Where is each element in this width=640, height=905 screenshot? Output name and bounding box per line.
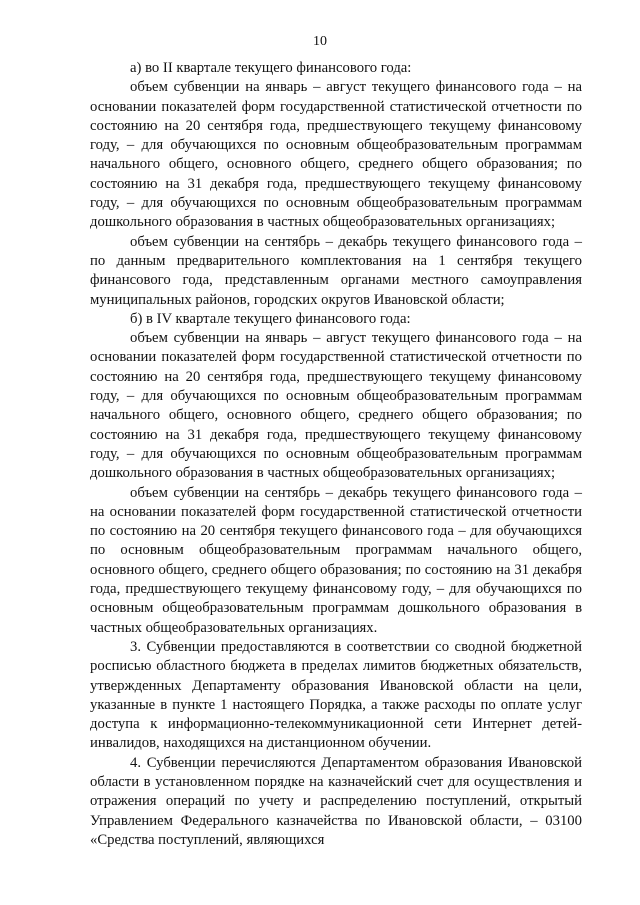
- paragraph-q4-sep-dec-volume: объем субвенции на сентябрь – декабрь текущего финансового года – на основании показателей форм государственной статистической отчетности по состоянию на 20 сентября текущего финансового года – для обучающихся по основным общеобразовательным программам начального общего, основного общего, среднего общего образования; по состоянию на 31 декабря года, предшествующего текущему финансовому году, – для обучающихся по основным общеобразовательным программам дошкольного образования в частных общеобразовательных организациях.: [90, 484, 582, 636]
- paragraph-quarter-2-heading: а) во II квартале текущего финансового года:: [130, 60, 412, 76]
- paragraph-quarter-4-heading: б) в IV квартале текущего финансового года:: [130, 310, 411, 327]
- paragraph-q2-sep-dec-volume: объем субвенции на сентябрь – декабрь текущего финансового года – по данным предварительного комплектования на 1 сентября текущего финансового года, представленным органами местного самоуправления муниципальных районов, городских округов Ивановской области;: [90, 233, 582, 308]
- page-number: 10: [313, 34, 327, 49]
- paragraph-q4-jan-aug-volume: объем субвенции на январь – август текущего финансового года – на основании показателей форм государственной статистической отчетности по состоянию на 20 сентября года, предшествующего текущему финансовому году, – для обучающихся по основным общеобразовательным программам начального общего, основного общего, среднего общего образования; по состоянию на 31 декабря года, предшествующего текущему финансовому году, – для обучающихся по основным общеобразовательным программам дошкольного образования в частных общеобразовательных организациях;: [90, 330, 582, 482]
- document-body: [90, 59, 582, 850]
- paragraph-q2-jan-aug-volume: объем субвенции на январь – август текущего финансового года – на основании показателей форм государственной статистической отчетности по состоянию на 20 сентября года, предшествующего текущему финансовому году, – для обучающихся по основным общеобразовательным программам начального общего, основного общего, среднего общего образования; по состоянию на 31 декабря года, предшествующего текущему финансовому году, – для обучающихся по основным общеобразовательным программам дошкольного образования в частных общеобразовательных организациях;: [90, 79, 582, 231]
- paragraph-item-4: 4. Субвенции перечисляются Департаментом образования Ивановской области в установленном порядке на казначейский счет для осуществления и отражения операций по учету и распределению поступлений, открытый Управлением Федерального казначейства по Ивановской области, – 03100 «Средства поступлений, являющихся: [90, 754, 582, 848]
- paragraph-item-3: 3. Субвенции предоставляются в соответствии со сводной бюджетной росписью областного бюджета в пределах лимитов бюджетных обязательств, утвержденных Департаменту образования Ивановской области на цели, указанные в пункте 1 настоящего Порядка, а также расходы по оплате услуг доступа к информационно-телекоммуникационной сети Интернет детей-инвалидов, находящихся на дистанционном обучении.: [90, 638, 582, 752]
